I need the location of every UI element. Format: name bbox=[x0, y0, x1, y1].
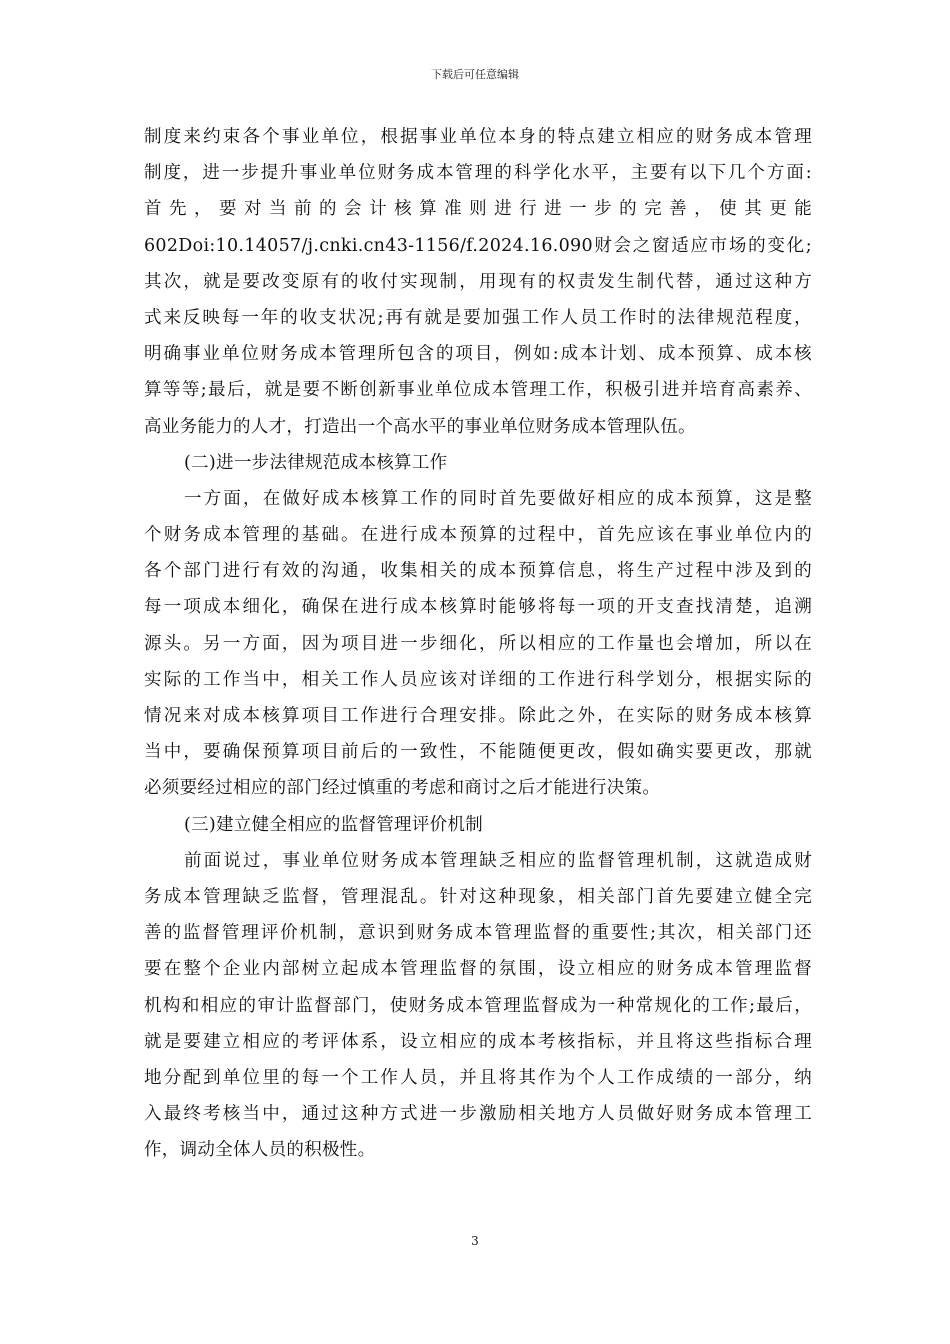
body-text-line: 首 先 ， 要 对 当 前 的 会 计 核 算 准 则 进 行 进 一 步 的 完 善 ， 使 其 更 能 bbox=[144, 199, 812, 220]
section-heading: (二)进一步法律规范成本核算工作 bbox=[184, 452, 448, 473]
body-text-line: 高业务能力的人才，打造出一个高水平的事业单位财务成本管理队伍。 bbox=[144, 416, 696, 437]
body-text-line: 各个部门进行有效的沟通，收集相关的成本预算信息，将生产过程中涉及到的 bbox=[144, 561, 812, 582]
body-text-line: 入最终考核当中，通过这种方式进一步激励相关地方人员做好财务成本管理工 bbox=[144, 1104, 812, 1125]
document-body bbox=[144, 124, 812, 1173]
body-text-line: 善的监督管理评价机制，意识到财务成本管理监督的重要性;其次，相关部门还 bbox=[144, 923, 812, 944]
page-header-note: 下载后可任意编辑 bbox=[431, 68, 519, 81]
body-text-line: 602Doi:10.14057/j.cnki.cn43-1156/f.2024.16.090财会之窗适应市场的变化; bbox=[144, 235, 812, 256]
body-text-line: 制度来约束各个事业单位，根据事业单位本身的特点建立相应的财务成本管理 bbox=[144, 127, 812, 147]
page-number: 3 bbox=[471, 1234, 479, 1248]
body-text-line: 要在整个企业内部树立起成本管理监督的氛围，设立相应的财务成本管理监督 bbox=[144, 959, 812, 980]
body-text-line: 制度，进一步提升事业单位财务成本管理的科学化水平，主要有以下几个方面: bbox=[144, 163, 812, 184]
body-text-line: 明确事业单位财务成本管理所包含的项目，例如:成本计划、成本预算、成本核 bbox=[144, 344, 812, 365]
body-text-line: 每一项成本细化，确保在进行成本核算时能够将每一项的开支查找清楚，追溯 bbox=[144, 597, 812, 618]
body-text-line: 其次，就是要改变原有的收付实现制，用现有的权责发生制代替，通过这种方 bbox=[144, 271, 812, 292]
body-text-line: 地分配到单位里的每一个工作人员，并且将其作为个人工作成绩的一部分，纳 bbox=[144, 1067, 812, 1088]
body-text-line: 一方面，在做好成本核算工作的同时首先要做好相应的成本预算，这是整 bbox=[184, 488, 812, 509]
body-text-line: 实际的工作当中，相关工作人员应该对详细的工作进行科学划分，根据实际的 bbox=[144, 669, 812, 690]
body-text-line: 机构和相应的审计监督部门，使财务成本管理监督成为一种常规化的工作;最后， bbox=[144, 995, 812, 1016]
body-text-line: 式来反映每一年的收支状况;再有就是要加强工作人员工作时的法律规范程度， bbox=[144, 307, 812, 328]
body-text-line: 作，调动全体人员的积极性。 bbox=[144, 1140, 376, 1161]
body-text-line: 务成本管理缺乏监督，管理混乱。针对这种现象，相关部门首先要建立健全完 bbox=[144, 886, 812, 907]
body-text-line: 个财务成本管理的基础。在进行成本预算的过程中，首先应该在事业单位内的 bbox=[144, 525, 812, 546]
body-text-line: 算等等;最后，就是要不断创新事业单位成本管理工作，积极引进并培育高素养、 bbox=[144, 380, 812, 401]
body-text-line: 前面说过，事业单位财务成本管理缺乏相应的监督管理机制，这就造成财 bbox=[184, 850, 812, 871]
body-text-line: 就是要建立相应的考评体系，设立相应的成本考核指标，并且将这些指标合理 bbox=[144, 1031, 812, 1052]
body-text-line: 源头。另一方面，因为项目进一步细化，所以相应的工作量也会增加，所以在 bbox=[144, 633, 812, 654]
body-text-line: 情况来对成本核算项目工作进行合理安排。除此之外，在实际的财务成本核算 bbox=[144, 706, 812, 726]
body-text-line: 当中，要确保预算项目前后的一致性，不能随便更改，假如确实要更改，那就 bbox=[144, 742, 812, 763]
section-heading: (三)建立健全相应的监督管理评价机制 bbox=[184, 814, 484, 835]
body-text-line: 必须要经过相应的部门经过慎重的考虑和商讨之后才能进行决策。 bbox=[144, 778, 661, 799]
